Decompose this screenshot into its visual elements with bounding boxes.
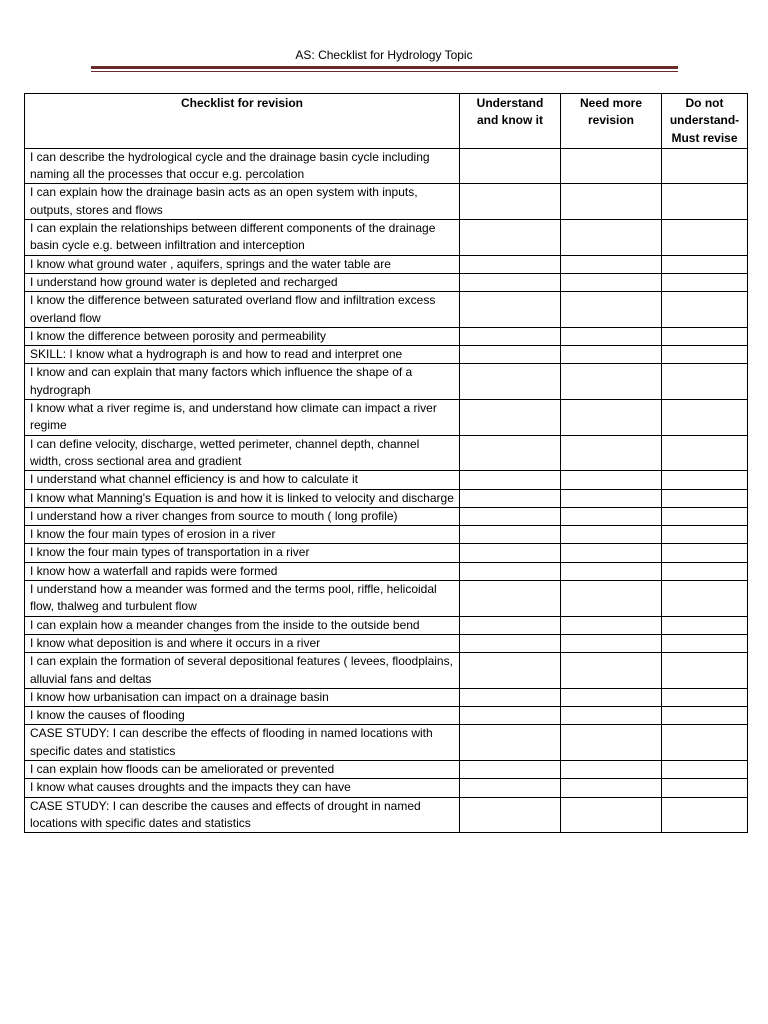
need-revision-cell[interactable] bbox=[561, 292, 662, 328]
do-not-understand-cell[interactable] bbox=[662, 471, 748, 489]
header-need-revision: Need more revision bbox=[561, 94, 662, 149]
understand-cell[interactable] bbox=[460, 797, 561, 833]
checklist-row bbox=[25, 779, 748, 797]
understand-cell[interactable] bbox=[460, 544, 561, 562]
do-not-understand-cell[interactable] bbox=[662, 364, 748, 400]
checklist-row bbox=[25, 707, 748, 725]
checklist-item-text: I can define velocity, discharge, wetted perimeter, channel depth, channel width, cross sectional area and gradient bbox=[25, 435, 460, 471]
understand-cell[interactable] bbox=[460, 148, 561, 184]
checklist-row bbox=[25, 400, 748, 436]
page-title: AS: Checklist for Hydrology Topic bbox=[295, 48, 473, 62]
do-not-understand-cell[interactable] bbox=[662, 346, 748, 364]
checklist-row bbox=[25, 562, 748, 580]
checklist-item-text: I can explain how floods can be ameliorated or prevented bbox=[25, 760, 460, 778]
header-rule-thick bbox=[91, 66, 678, 69]
do-not-understand-cell[interactable] bbox=[662, 292, 748, 328]
checklist-row bbox=[25, 489, 748, 507]
checklist-item-text: I know what deposition is and where it occurs in a river bbox=[25, 634, 460, 652]
checklist-item-text: I can explain how a meander changes from the inside to the outside bend bbox=[25, 616, 460, 634]
need-revision-cell[interactable] bbox=[561, 327, 662, 345]
need-revision-cell[interactable] bbox=[561, 616, 662, 634]
checklist-item-text: I know and can explain that many factors which influence the shape of a hydrograph bbox=[25, 364, 460, 400]
do-not-understand-cell[interactable] bbox=[662, 653, 748, 689]
understand-cell[interactable] bbox=[460, 760, 561, 778]
checklist-item-text: SKILL: I know what a hydrograph is and how to read and interpret one bbox=[25, 346, 460, 364]
understand-cell[interactable] bbox=[460, 581, 561, 617]
do-not-understand-cell[interactable] bbox=[662, 779, 748, 797]
checklist-row bbox=[25, 581, 748, 617]
need-revision-cell[interactable] bbox=[561, 562, 662, 580]
need-revision-cell[interactable] bbox=[561, 489, 662, 507]
understand-cell[interactable] bbox=[460, 400, 561, 436]
checklist-item-text: I know how a waterfall and rapids were formed bbox=[25, 562, 460, 580]
do-not-understand-cell[interactable] bbox=[662, 581, 748, 617]
do-not-understand-cell[interactable] bbox=[662, 220, 748, 256]
understand-cell[interactable] bbox=[460, 707, 561, 725]
do-not-understand-cell[interactable] bbox=[662, 688, 748, 706]
checklist-item-text: I know the four main types of transportation in a river bbox=[25, 544, 460, 562]
checklist-item-text: I know what ground water , aquifers, springs and the water table are bbox=[25, 255, 460, 273]
do-not-understand-cell[interactable] bbox=[662, 526, 748, 544]
checklist-row bbox=[25, 327, 748, 345]
do-not-understand-cell[interactable] bbox=[662, 255, 748, 273]
checklist-row bbox=[25, 346, 748, 364]
checklist-row bbox=[25, 220, 748, 256]
checklist-body bbox=[25, 148, 748, 832]
checklist-row bbox=[25, 797, 748, 833]
checklist-row bbox=[25, 526, 748, 544]
checklist-row bbox=[25, 634, 748, 652]
checklist-item-text: I know the causes of flooding bbox=[25, 707, 460, 725]
understand-cell[interactable] bbox=[460, 292, 561, 328]
do-not-understand-cell[interactable] bbox=[662, 400, 748, 436]
checklist-item-text: I know what causes droughts and the impacts they can have bbox=[25, 779, 460, 797]
need-revision-cell[interactable] bbox=[561, 653, 662, 689]
understand-cell[interactable] bbox=[460, 634, 561, 652]
understand-cell[interactable] bbox=[460, 184, 561, 220]
need-revision-cell[interactable] bbox=[561, 435, 662, 471]
do-not-understand-cell[interactable] bbox=[662, 707, 748, 725]
do-not-understand-cell[interactable] bbox=[662, 435, 748, 471]
header-row bbox=[25, 94, 748, 149]
need-revision-cell[interactable] bbox=[561, 634, 662, 652]
need-revision-cell[interactable] bbox=[561, 581, 662, 617]
do-not-understand-cell[interactable] bbox=[662, 327, 748, 345]
need-revision-cell[interactable] bbox=[561, 346, 662, 364]
header-rule-thin bbox=[91, 71, 678, 72]
do-not-understand-cell[interactable] bbox=[662, 489, 748, 507]
understand-cell[interactable] bbox=[460, 346, 561, 364]
do-not-understand-cell[interactable] bbox=[662, 725, 748, 761]
understand-cell[interactable] bbox=[460, 489, 561, 507]
checklist-table bbox=[24, 93, 748, 833]
checklist-item-text: I know what Manning's Equation is and how it is linked to velocity and discharge bbox=[25, 489, 460, 507]
header-understand: Understand and know it bbox=[460, 94, 561, 149]
checklist-item-text: I can explain the relationships between different components of the drainage basin cycle e.g. between infiltration and interception bbox=[25, 220, 460, 256]
understand-cell[interactable] bbox=[460, 273, 561, 291]
do-not-understand-cell[interactable] bbox=[662, 634, 748, 652]
need-revision-cell[interactable] bbox=[561, 184, 662, 220]
checklist-item-text: I know the difference between porosity and permeability bbox=[25, 327, 460, 345]
need-revision-cell[interactable] bbox=[561, 707, 662, 725]
need-revision-cell[interactable] bbox=[561, 507, 662, 525]
need-revision-cell[interactable] bbox=[561, 797, 662, 833]
do-not-understand-cell[interactable] bbox=[662, 148, 748, 184]
checklist-item-text: I know the four main types of erosion in a river bbox=[25, 526, 460, 544]
checklist-item-text: I understand how a meander was formed and the terms pool, riffle, helicoidal flow, thalweg and turbulent flow bbox=[25, 581, 460, 617]
do-not-understand-cell[interactable] bbox=[662, 797, 748, 833]
do-not-understand-cell[interactable] bbox=[662, 760, 748, 778]
understand-cell[interactable] bbox=[460, 653, 561, 689]
header-checklist: Checklist for revision bbox=[25, 94, 460, 149]
checklist-item-text: I can describe the hydrological cycle and the drainage basin cycle including naming all the processes that occur e.g. percolation bbox=[25, 148, 460, 184]
checklist-row bbox=[25, 273, 748, 291]
understand-cell[interactable] bbox=[460, 526, 561, 544]
do-not-understand-cell[interactable] bbox=[662, 544, 748, 562]
need-revision-cell[interactable] bbox=[561, 255, 662, 273]
checklist-row bbox=[25, 688, 748, 706]
understand-cell[interactable] bbox=[460, 220, 561, 256]
checklist-row bbox=[25, 725, 748, 761]
need-revision-cell[interactable] bbox=[561, 526, 662, 544]
checklist-item-text: I know how urbanisation can impact on a drainage basin bbox=[25, 688, 460, 706]
need-revision-cell[interactable] bbox=[561, 779, 662, 797]
need-revision-cell[interactable] bbox=[561, 725, 662, 761]
need-revision-cell[interactable] bbox=[561, 148, 662, 184]
checklist-item-text: CASE STUDY: I can describe the effects of flooding in named locations with specific dates and statistics bbox=[25, 725, 460, 761]
understand-cell[interactable] bbox=[460, 507, 561, 525]
header-do-not-understand: Do not understand- Must revise bbox=[662, 94, 748, 149]
need-revision-cell[interactable] bbox=[561, 364, 662, 400]
need-revision-cell[interactable] bbox=[561, 760, 662, 778]
need-revision-cell[interactable] bbox=[561, 400, 662, 436]
checklist-item-text: I know the difference between saturated overland flow and infiltration excess overland flow bbox=[25, 292, 460, 328]
checklist-row bbox=[25, 471, 748, 489]
checklist-row bbox=[25, 653, 748, 689]
understand-cell[interactable] bbox=[460, 688, 561, 706]
need-revision-cell[interactable] bbox=[561, 471, 662, 489]
need-revision-cell[interactable] bbox=[561, 220, 662, 256]
checklist-item-text: I understand what channel efficiency is and how to calculate it bbox=[25, 471, 460, 489]
checklist-row bbox=[25, 435, 748, 471]
checklist-row bbox=[25, 255, 748, 273]
checklist-item-text: I know what a river regime is, and understand how climate can impact a river regime bbox=[25, 400, 460, 436]
understand-cell[interactable] bbox=[460, 471, 561, 489]
checklist-item-text: I understand how ground water is depleted and recharged bbox=[25, 273, 460, 291]
need-revision-cell[interactable] bbox=[561, 544, 662, 562]
do-not-understand-cell[interactable] bbox=[662, 273, 748, 291]
checklist-item-text: I can explain how the drainage basin acts as an open system with inputs, outputs, stores and flows bbox=[25, 184, 460, 220]
checklist-item-text: CASE STUDY: I can describe the causes and effects of drought in named locations with specific dates and statistics bbox=[25, 797, 460, 833]
need-revision-cell[interactable] bbox=[561, 273, 662, 291]
understand-cell[interactable] bbox=[460, 725, 561, 761]
understand-cell[interactable] bbox=[460, 435, 561, 471]
understand-cell[interactable] bbox=[460, 616, 561, 634]
understand-cell[interactable] bbox=[460, 327, 561, 345]
checklist-row bbox=[25, 292, 748, 328]
do-not-understand-cell[interactable] bbox=[662, 616, 748, 634]
understand-cell[interactable] bbox=[460, 364, 561, 400]
checklist-row bbox=[25, 364, 748, 400]
do-not-understand-cell[interactable] bbox=[662, 184, 748, 220]
checklist-row bbox=[25, 544, 748, 562]
do-not-understand-cell[interactable] bbox=[662, 562, 748, 580]
checklist-row bbox=[25, 148, 748, 184]
checklist-row bbox=[25, 507, 748, 525]
checklist-row bbox=[25, 184, 748, 220]
understand-cell[interactable] bbox=[460, 779, 561, 797]
understand-cell[interactable] bbox=[460, 562, 561, 580]
need-revision-cell[interactable] bbox=[561, 688, 662, 706]
do-not-understand-cell[interactable] bbox=[662, 507, 748, 525]
checklist-item-text: I understand how a river changes from source to mouth ( long profile) bbox=[25, 507, 460, 525]
understand-cell[interactable] bbox=[460, 255, 561, 273]
checklist-row bbox=[25, 616, 748, 634]
checklist-row bbox=[25, 760, 748, 778]
checklist-item-text: I can explain the formation of several depositional features ( levees, floodplains, alluvial fans and deltas bbox=[25, 653, 460, 689]
